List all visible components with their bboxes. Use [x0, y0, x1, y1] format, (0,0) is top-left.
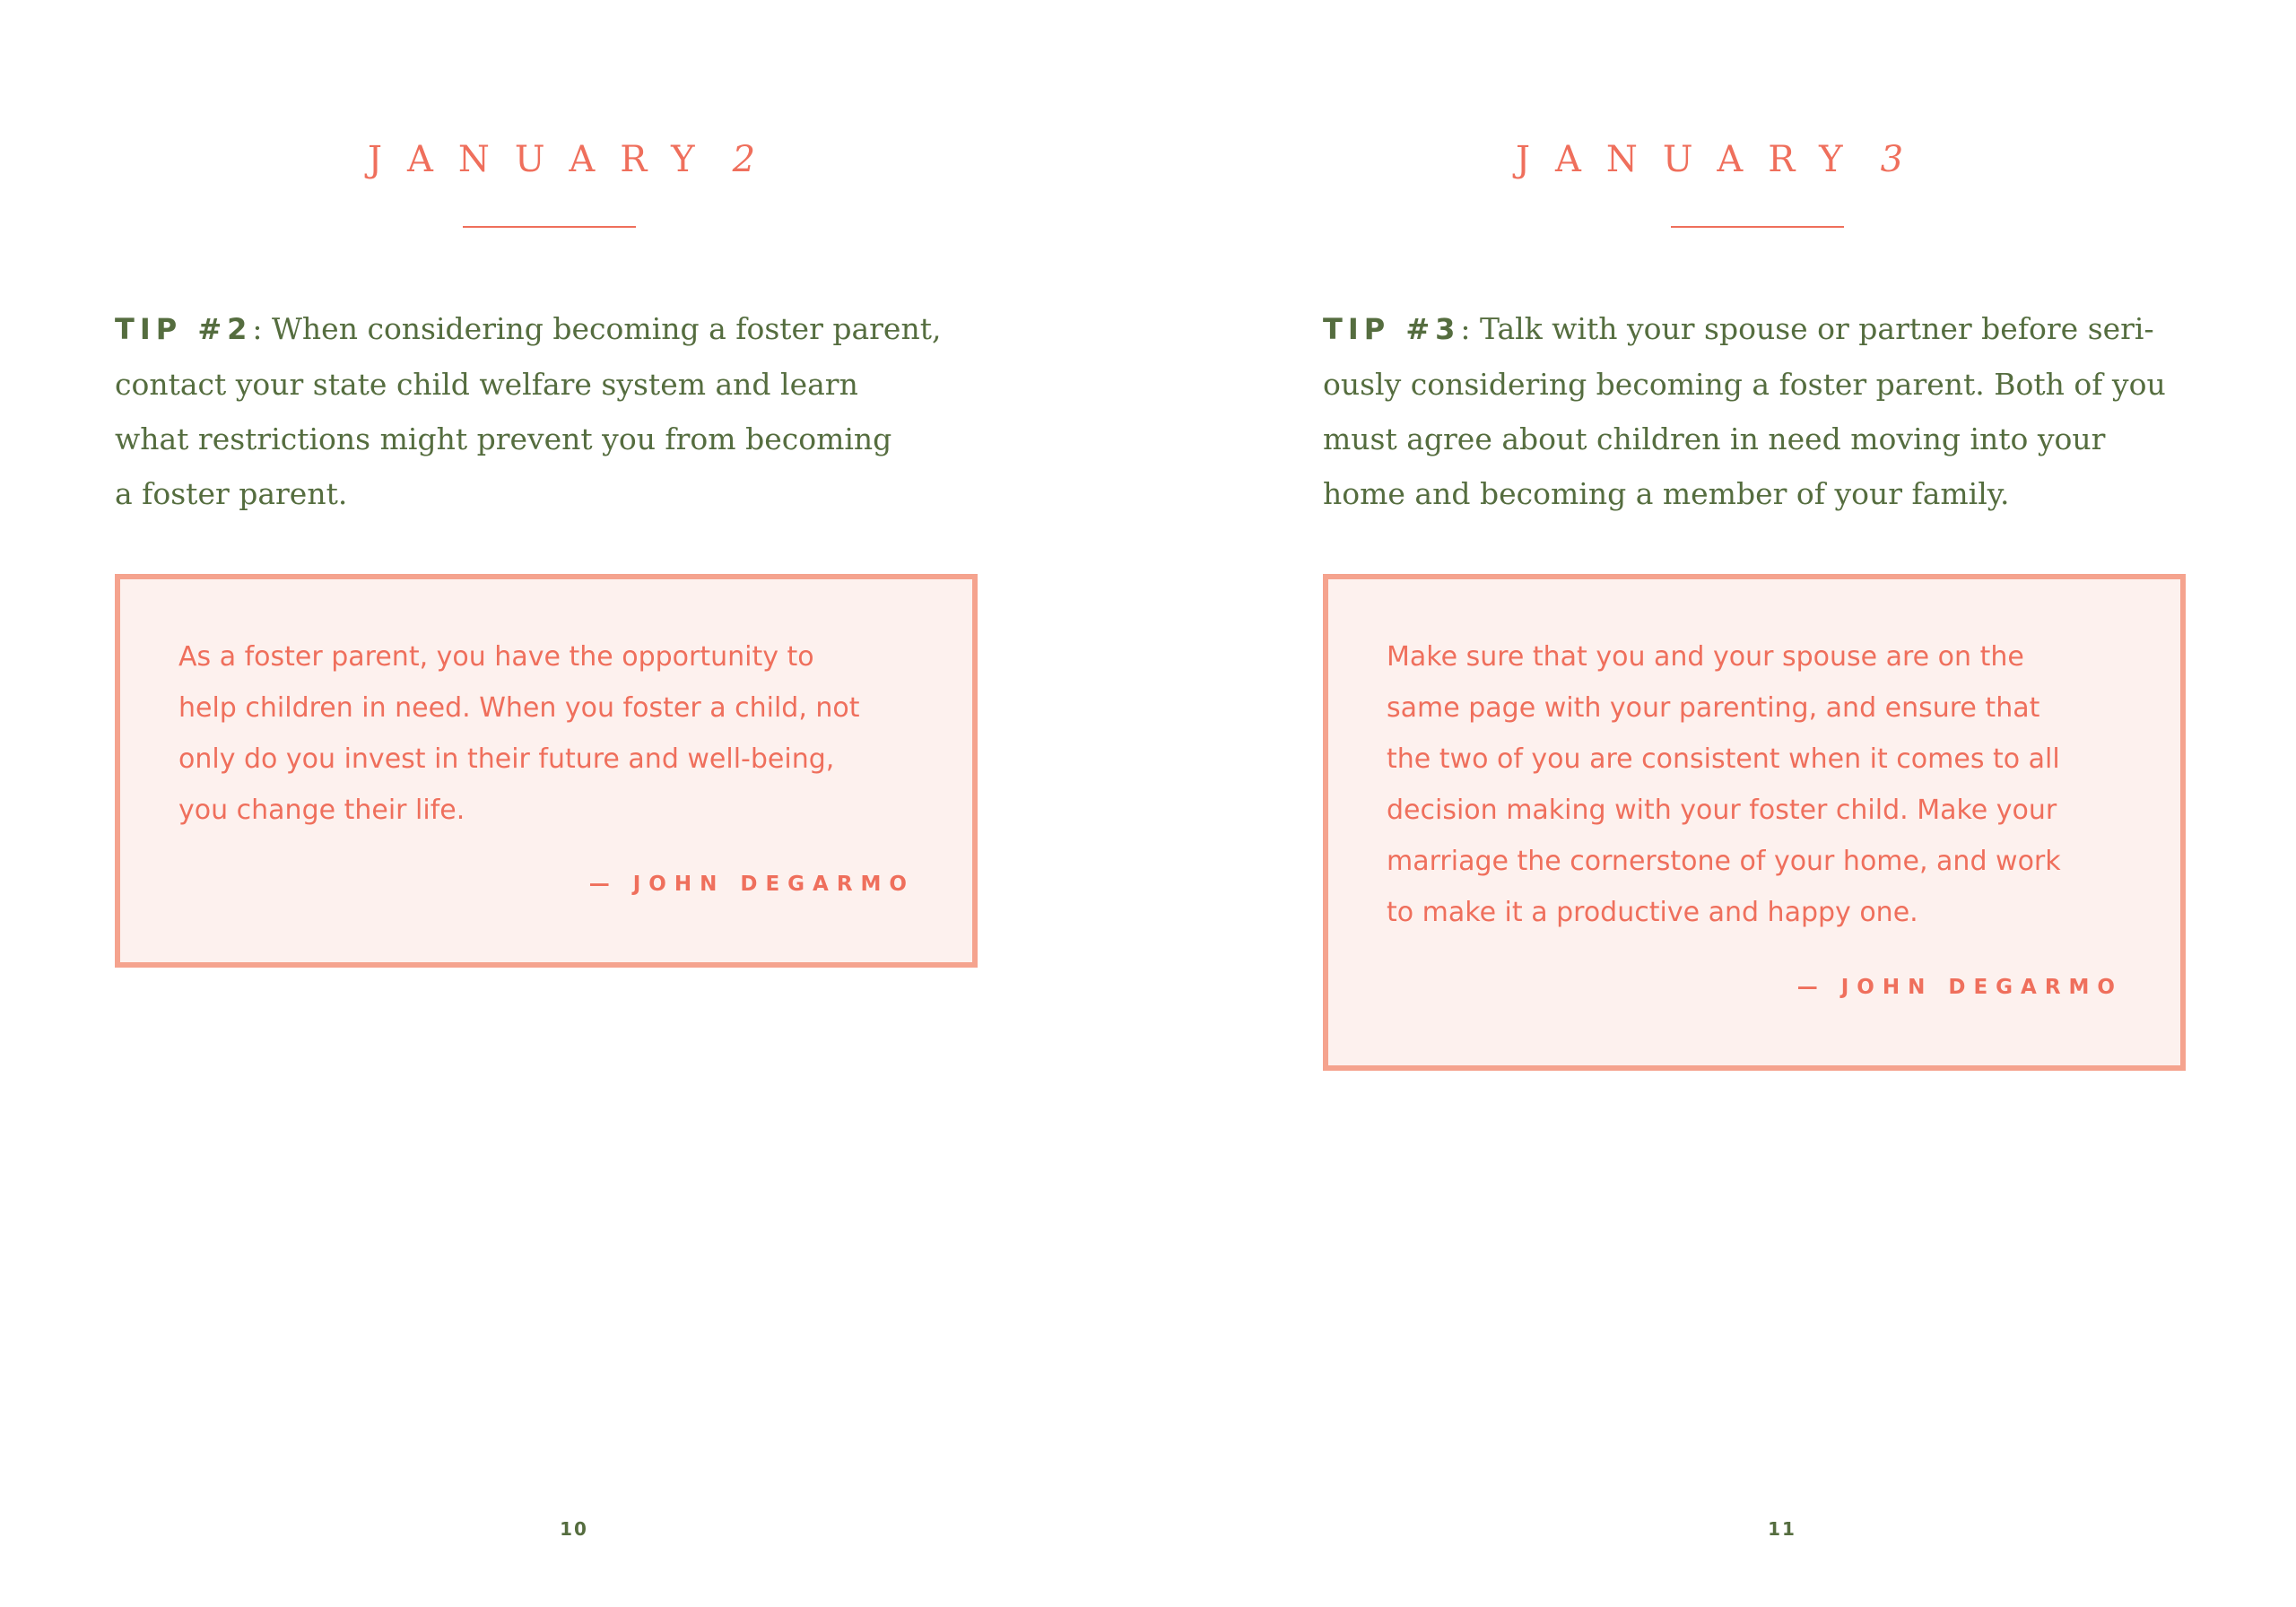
quote-line: help children in need. When you foster a child, not — [178, 692, 860, 724]
tip-line: a foster parent. — [115, 476, 348, 511]
page-date — [0, 135, 1148, 185]
quote-box — [115, 574, 978, 968]
quote-text — [1387, 631, 2131, 938]
tip-line: TIP #3: Talk with your spouse or partner before seri- — [1323, 311, 2154, 346]
title-divider — [463, 226, 636, 228]
quote-box — [1323, 574, 2186, 1071]
quote-attribution: — JOHN DEGARMO — [1796, 976, 2123, 999]
quote-line: only do you invest in their future and well-being, — [178, 743, 835, 775]
date-month: JANUARY — [367, 139, 720, 180]
tip-line: TIP #2: When considering becoming a foster parent, — [115, 311, 942, 346]
right-page — [1148, 0, 2296, 1607]
tip-line: what restrictions might prevent you from becoming — [115, 421, 892, 456]
date-day: 3 — [1880, 139, 1929, 180]
quote-text — [178, 631, 923, 836]
quote-line: to make it a productive and happy one. — [1387, 897, 1918, 928]
page-number: 10 — [560, 1518, 588, 1540]
quote-attribution: — JOHN DEGARMO — [588, 873, 915, 896]
quote-line: you change their life. — [178, 795, 465, 826]
tip-paragraph — [1323, 301, 2184, 521]
tip-line: ously considering becoming a foster parent. Both of you — [1323, 367, 2166, 402]
page-date — [1148, 135, 2296, 185]
tip-label: TIP #3 — [1323, 312, 1461, 346]
quote-line: the two of you are consistent when it comes to all — [1387, 743, 2060, 775]
quote-line: Make sure that you and your spouse are on the — [1387, 641, 2024, 673]
tip-line: home and becoming a member of your family. — [1323, 476, 2010, 511]
title-divider — [1671, 226, 1844, 228]
tip-label: TIP #2 — [115, 312, 253, 346]
tip-line: contact your state child welfare system and learn — [115, 367, 858, 402]
quote-line: As a foster parent, you have the opportunity to — [178, 641, 814, 673]
page-number: 11 — [1768, 1518, 1796, 1540]
quote-line: same page with your parenting, and ensure that — [1387, 692, 2040, 724]
tip-paragraph — [115, 301, 976, 521]
date-day: 2 — [732, 139, 781, 180]
quote-line: marriage the cornerstone of your home, and work — [1387, 846, 2061, 877]
quote-line: decision making with your foster child. Make your — [1387, 795, 2057, 826]
date-month: JANUARY — [1515, 139, 1868, 180]
tip-line: must agree about children in need moving into your — [1323, 421, 2106, 456]
